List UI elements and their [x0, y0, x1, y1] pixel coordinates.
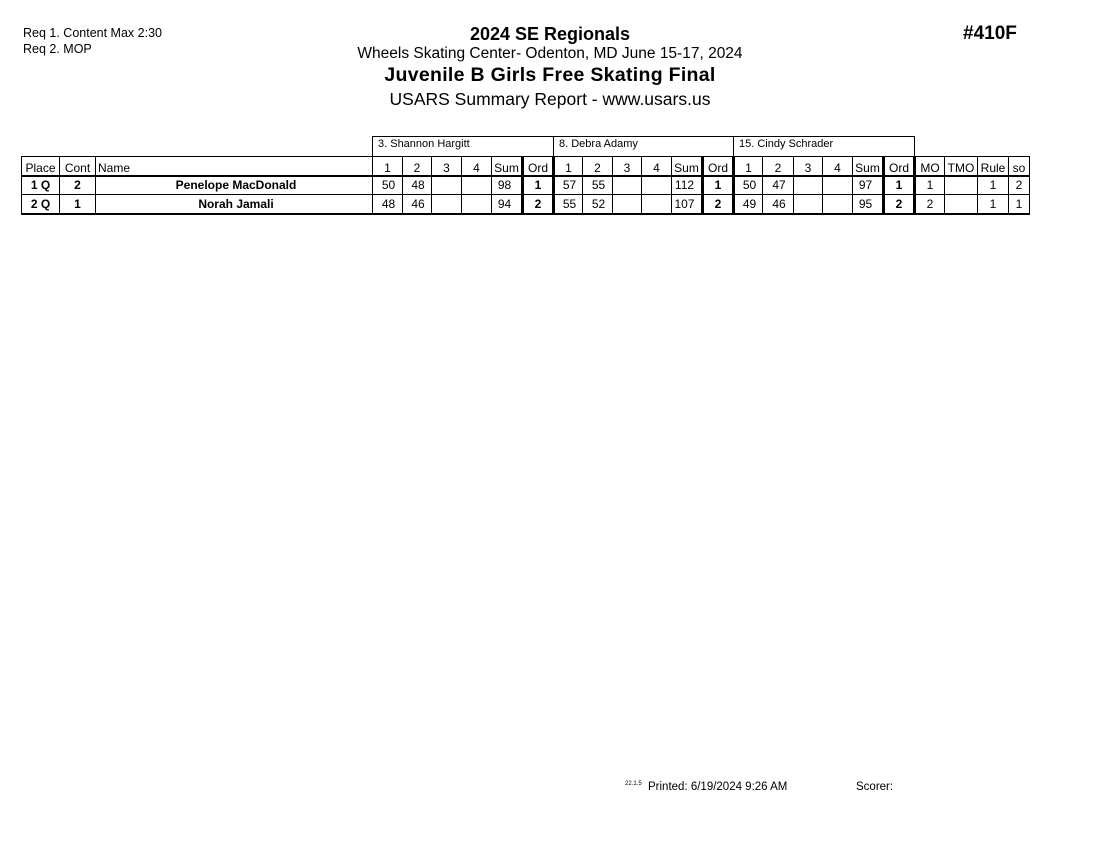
score-cell: 57	[554, 176, 583, 195]
judge-2-name: 8. Debra Adamy	[554, 137, 734, 157]
score-cell	[794, 176, 823, 195]
col-j1-s4: 4	[462, 157, 492, 176]
col-mo: MO	[915, 157, 945, 176]
score-cell: 46	[403, 195, 432, 214]
score-cell	[613, 176, 642, 195]
sum-cell: 107	[672, 195, 703, 214]
event-number: #410F	[963, 23, 1017, 44]
score-cell: 48	[403, 176, 432, 195]
col-j3-s3: 3	[794, 157, 823, 176]
requirement-2: Req 2. MOP	[23, 42, 92, 56]
rule-cell: 1	[978, 176, 1009, 195]
mo-cell: 1	[915, 176, 945, 195]
col-cont: Cont	[60, 157, 96, 176]
score-cell	[462, 195, 492, 214]
sum-cell: 98	[492, 176, 523, 195]
cont-cell: 2	[60, 176, 96, 195]
score-cell	[432, 176, 462, 195]
col-rule: Rule	[978, 157, 1009, 176]
sum-cell: 97	[853, 176, 884, 195]
col-j2-ord: Ord	[703, 157, 734, 176]
cont-cell: 1	[60, 195, 96, 214]
col-j2-s1: 1	[554, 157, 583, 176]
sum-cell: 112	[672, 176, 703, 195]
scorer-label: Scorer:	[856, 781, 894, 793]
judge-1-name: 3. Shannon Hargitt	[373, 137, 554, 157]
col-so: so	[1009, 157, 1030, 176]
score-cell: 49	[734, 195, 763, 214]
col-j2-s4: 4	[642, 157, 672, 176]
ordinal-cell: 1	[523, 176, 554, 195]
col-j2-s2: 2	[583, 157, 613, 176]
score-cell	[823, 176, 853, 195]
score-cell: 50	[734, 176, 763, 195]
competition-title: 2024 SE Regionals	[469, 24, 631, 44]
tmo-cell	[945, 195, 978, 214]
results-table	[21, 136, 1030, 215]
event-name: Juvenile B Girls Free Skating Final	[384, 64, 716, 86]
table-row	[22, 176, 1030, 195]
score-cell: 48	[373, 195, 403, 214]
col-j1-s3: 3	[432, 157, 462, 176]
col-j3-s4: 4	[823, 157, 853, 176]
score-cell: 52	[583, 195, 613, 214]
score-cell	[432, 195, 462, 214]
requirement-1: Req 1. Content Max 2:30	[23, 26, 162, 40]
score-cell	[642, 195, 672, 214]
score-cell	[794, 195, 823, 214]
column-header-row	[22, 157, 1030, 176]
col-j2-sum: Sum	[672, 157, 703, 176]
col-j1-s1: 1	[373, 157, 403, 176]
venue-dates: Wheels Skating Center- Odenton, MD June 15-17, 2024	[357, 45, 743, 62]
rule-cell: 1	[978, 195, 1009, 214]
skater-name: Penelope MacDonald	[96, 176, 373, 195]
col-j3-s2: 2	[763, 157, 794, 176]
ordinal-cell: 2	[703, 195, 734, 214]
score-cell: 50	[373, 176, 403, 195]
col-tmo: TMO	[945, 157, 978, 176]
skater-name: Norah Jamali	[96, 195, 373, 214]
col-j1-s2: 2	[403, 157, 432, 176]
sum-cell: 95	[853, 195, 884, 214]
judge-3-name: 15. Cindy Schrader	[734, 137, 915, 157]
printed-timestamp: Printed: 6/19/2024 9:26 AM	[648, 781, 788, 793]
table-row	[22, 195, 1030, 214]
ordinal-cell: 1	[703, 176, 734, 195]
score-cell	[642, 176, 672, 195]
judges-row	[22, 137, 1030, 157]
score-cell	[462, 176, 492, 195]
place-cell: 2 Q	[22, 195, 60, 214]
software-version: 22.1.5	[625, 781, 642, 787]
score-cell: 46	[763, 195, 794, 214]
col-j1-ord: Ord	[523, 157, 554, 176]
ordinal-cell: 2	[523, 195, 554, 214]
col-j3-ord: Ord	[884, 157, 915, 176]
ordinal-cell: 2	[884, 195, 915, 214]
score-cell: 55	[554, 195, 583, 214]
col-j2-s3: 3	[613, 157, 642, 176]
so-cell: 2	[1009, 176, 1030, 195]
ordinal-cell: 1	[884, 176, 915, 195]
score-cell: 55	[583, 176, 613, 195]
score-cell	[823, 195, 853, 214]
so-cell: 1	[1009, 195, 1030, 214]
report-title: USARS Summary Report - www.usars.us	[389, 89, 711, 109]
col-name: Name	[96, 157, 373, 176]
score-cell	[613, 195, 642, 214]
score-cell: 47	[763, 176, 794, 195]
col-j1-sum: Sum	[492, 157, 523, 176]
col-j3-sum: Sum	[853, 157, 884, 176]
col-place: Place	[22, 157, 60, 176]
place-cell: 1 Q	[22, 176, 60, 195]
col-j3-s1: 1	[734, 157, 763, 176]
mo-cell: 2	[915, 195, 945, 214]
tmo-cell	[945, 176, 978, 195]
sum-cell: 94	[492, 195, 523, 214]
